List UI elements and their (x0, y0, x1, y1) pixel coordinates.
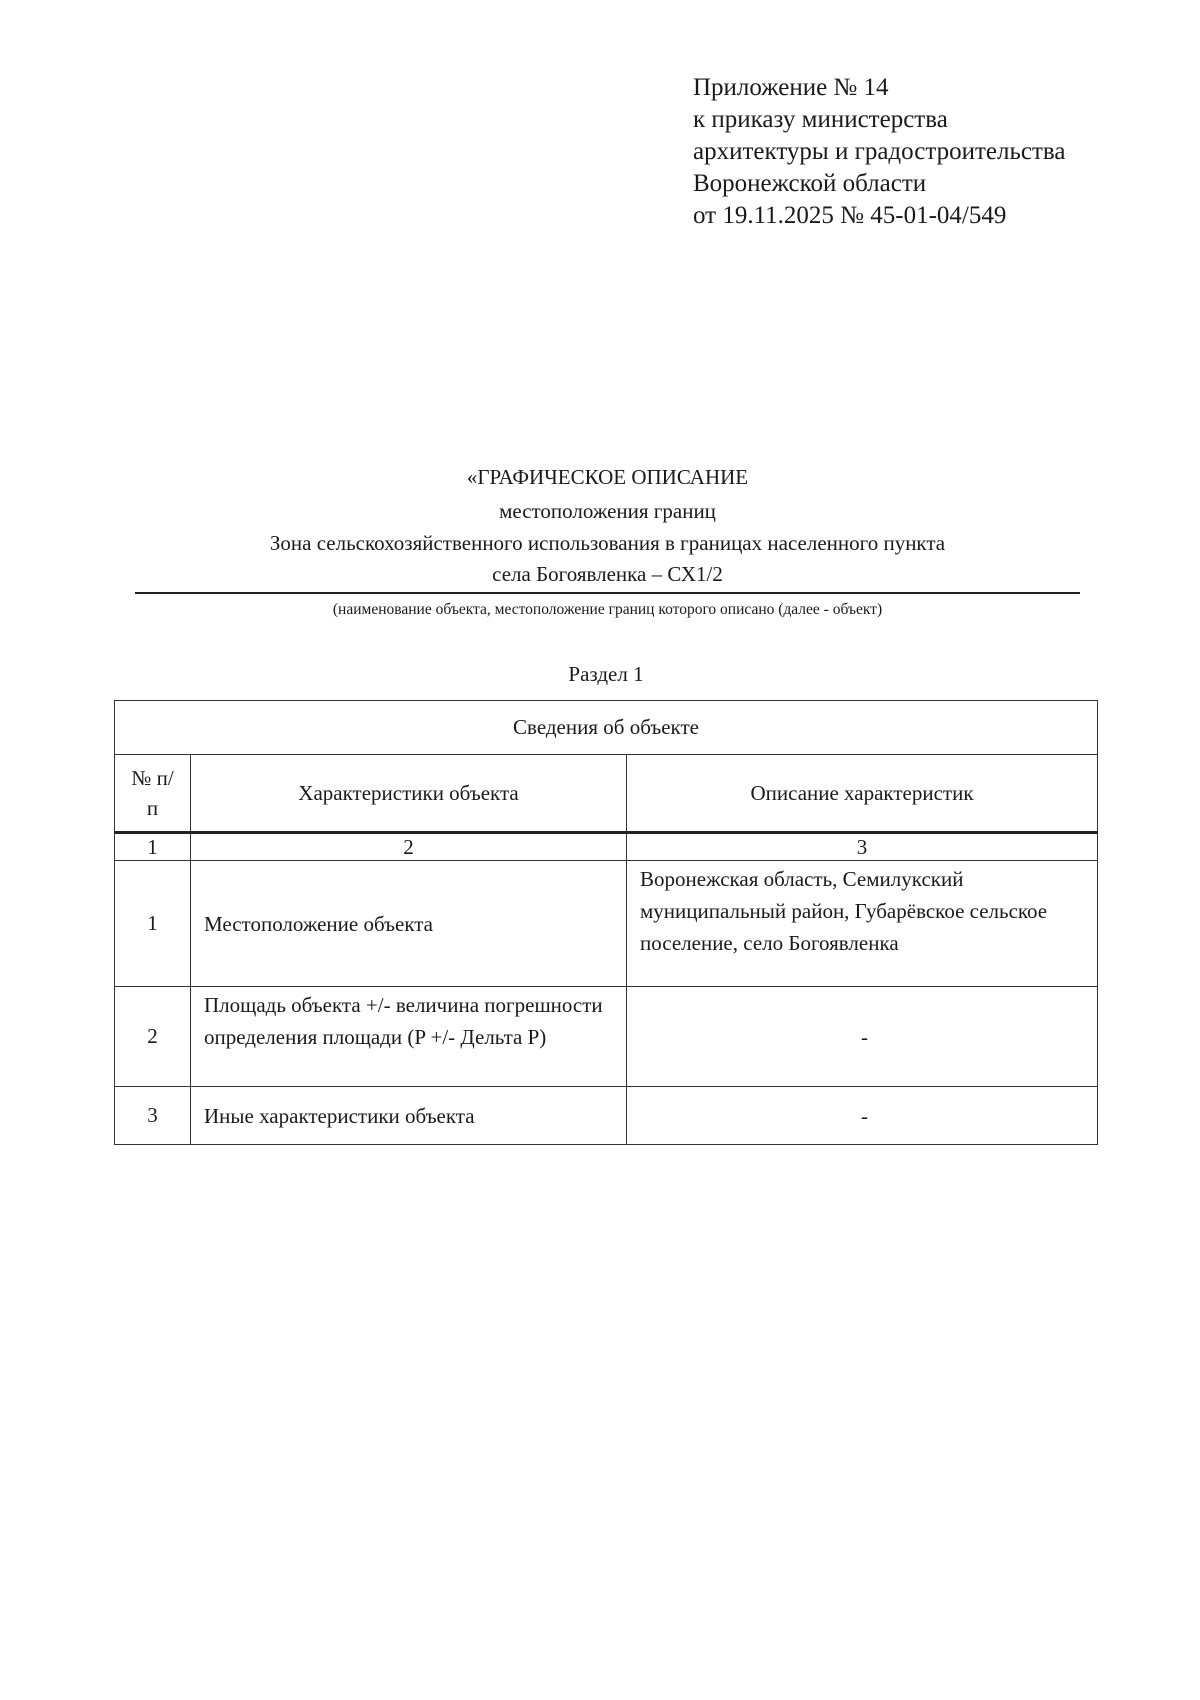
column-number: 3 (627, 833, 1098, 861)
column-number: 2 (191, 833, 627, 861)
column-header-number: № п/п (115, 755, 191, 833)
table-column-number-row (115, 833, 1098, 861)
object-name-line-2: села Богоявленка – СХ1/2 (492, 562, 723, 586)
object-name-line-1: Зона сельскохозяйственного использования в границах населенного пункта (269, 531, 946, 555)
table-heading-row (115, 701, 1098, 755)
table-row (115, 1087, 1098, 1145)
table-heading: Сведения об объекте (115, 701, 1098, 755)
row-characteristic: Иные характеристики объекта (191, 1087, 627, 1145)
column-number: 1 (115, 833, 191, 861)
row-characteristic: Местоположение объекта (191, 861, 627, 987)
object-info-table (114, 700, 1098, 1145)
row-number: 1 (115, 861, 191, 987)
row-description: - (627, 987, 1098, 1087)
table-row (115, 861, 1098, 987)
table-column-header-row (115, 755, 1098, 833)
row-number: 2 (115, 987, 191, 1087)
document-subtitle: местоположения границ (499, 499, 716, 523)
document-title: «ГРАФИЧЕСКОЕ ОПИСАНИЕ (466, 465, 749, 489)
row-description: Воронежская область, Семилукский муниципальный район, Губарёвское сельское поселение, село Богоявленка (627, 861, 1098, 987)
appendix-line: Приложение № 14 (693, 74, 889, 101)
title-underline (135, 592, 1080, 594)
appendix-line: архитектуры и градостроительства (693, 138, 1066, 165)
column-header-description: Описание характеристик (627, 755, 1098, 833)
appendix-block (693, 72, 1065, 232)
row-characteristic: Площадь объекта +/- величина погрешности определения площади (P +/- Дельта P) (191, 987, 627, 1087)
object-caption: (наименование объекта, местоположение границ которого описано (далее - объект) (332, 601, 883, 618)
document-header (135, 460, 1080, 622)
appendix-line: от 19.11.2025 № 45-01-04/549 (693, 202, 1007, 229)
table-row (115, 987, 1098, 1087)
row-number: 3 (115, 1087, 191, 1145)
section-label: Раздел 1 (568, 662, 644, 686)
column-header-characteristics: Характеристики объекта (191, 755, 627, 833)
row-description: - (627, 1087, 1098, 1145)
appendix-line: к приказу министерства (693, 106, 948, 133)
appendix-line: Воронежской области (693, 170, 927, 197)
